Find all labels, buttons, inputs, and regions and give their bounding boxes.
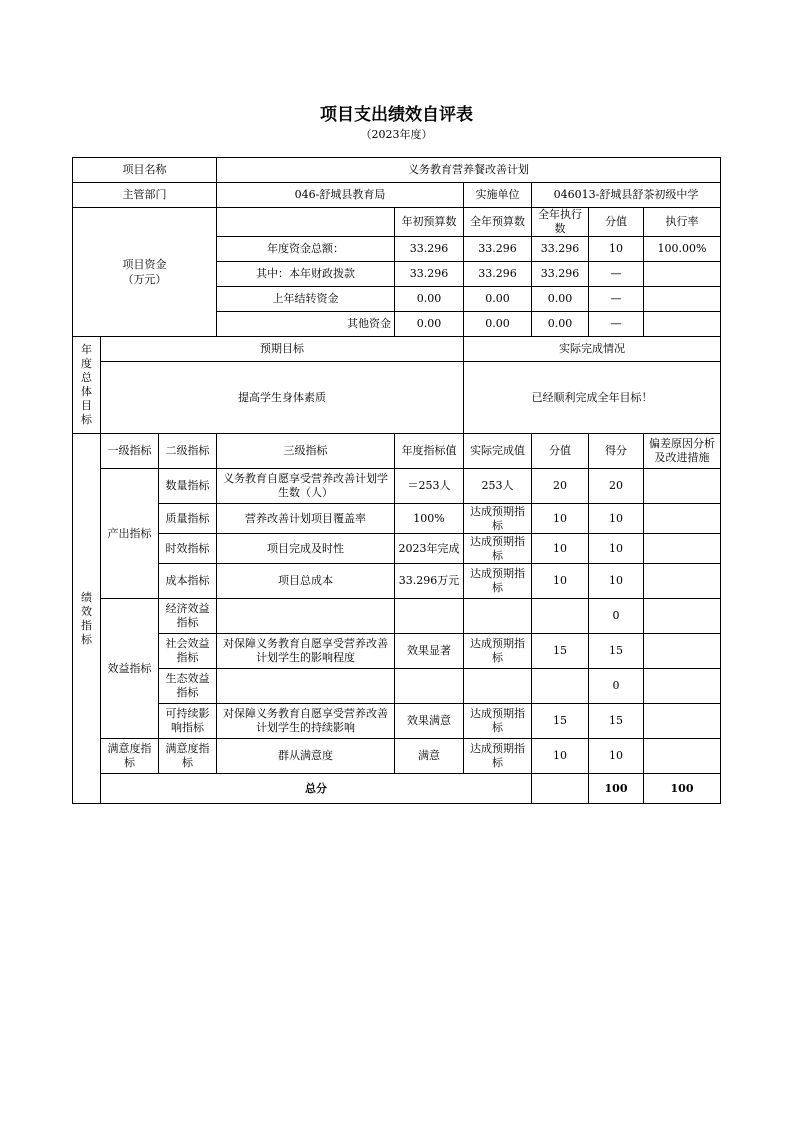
ind-score-max: 10 (532, 564, 589, 599)
fund-cell: 0.00 (395, 287, 464, 312)
ind-header: 得分 (589, 434, 644, 469)
ind-target: 满意 (395, 739, 464, 774)
perf-indicator-label-text: 绩 效 指 标 (81, 590, 92, 646)
ind-score: 10 (589, 564, 644, 599)
ind-l3: 群从满意度 (217, 739, 395, 774)
ind-score-max (532, 599, 589, 634)
fund-cell: 0.00 (532, 287, 589, 312)
impl-unit-label: 实施单位 (464, 183, 532, 208)
ind-score-max: 10 (532, 739, 589, 774)
fund-cell: 33.296 (532, 237, 589, 262)
ind-actual: 253人 (464, 469, 532, 504)
ind-header: 分值 (532, 434, 589, 469)
fund-row-label: 其中：本年财政拨款 (217, 262, 395, 287)
ind-note (644, 669, 721, 704)
ind-score: 10 (589, 504, 644, 534)
ind-l2: 满意度指标 (159, 739, 217, 774)
fund-cell (644, 262, 721, 287)
fund-cell: 33.296 (395, 237, 464, 262)
goal-header-row (73, 337, 721, 362)
ind-target: 效果满意 (395, 704, 464, 739)
indicator-row (73, 534, 721, 564)
fund-cell: 10 (589, 237, 644, 262)
ind-l3: 对保障义务教育自愿享受营养改善计划学生的影响程度 (217, 634, 395, 669)
ind-score: 10 (589, 739, 644, 774)
ind-actual: 达成预期指标 (464, 739, 532, 774)
ind-actual: 达成预期指标 (464, 504, 532, 534)
ind-actual: 达成预期指标 (464, 704, 532, 739)
ind-note (644, 564, 721, 599)
funds-header-row (73, 208, 721, 237)
impl-unit-value: 046013-舒城县舒茶初级中学 (532, 183, 721, 208)
funds-label (73, 208, 217, 337)
indicator-header-row (73, 434, 721, 469)
indicator-row (73, 704, 721, 739)
ind-note (644, 469, 721, 504)
ind-l2: 社会效益指标 (159, 634, 217, 669)
indicator-row (73, 634, 721, 669)
fund-cell: 0.00 (464, 287, 532, 312)
ind-target: 效果显著 (395, 634, 464, 669)
indicator-row (73, 564, 721, 599)
ind-header: 二级指标 (159, 434, 217, 469)
project-name-label: 项目名称 (73, 158, 217, 183)
expected-goal-label: 预期目标 (101, 337, 464, 362)
ind-note (644, 534, 721, 564)
fund-cell: 33.296 (532, 262, 589, 287)
fund-cell: — (589, 312, 644, 337)
fund-row-label: 其他资金 (217, 312, 395, 337)
ind-score-max: 15 (532, 634, 589, 669)
indicator-row (73, 469, 721, 504)
total-score-max: 100 (589, 774, 644, 804)
fund-cell: 33.296 (464, 262, 532, 287)
total-actual (532, 774, 589, 804)
perf-indicator-label (73, 434, 101, 804)
ind-target (395, 669, 464, 704)
project-name-row (73, 158, 721, 183)
ind-actual: 达成预期指标 (464, 564, 532, 599)
ind-l2: 数量指标 (159, 469, 217, 504)
ind-l3: 营养改善计划项目覆盖率 (217, 504, 395, 534)
fund-header: 年初预算数 (395, 208, 464, 237)
indicator-row (73, 669, 721, 704)
ind-score-max (532, 669, 589, 704)
ind-note (644, 504, 721, 534)
ind-score: 15 (589, 634, 644, 669)
ind-target: 100% (395, 504, 464, 534)
ind-actual (464, 599, 532, 634)
self-evaluation-table (72, 157, 721, 804)
project-name-value: 义务教育营养餐改善计划 (217, 158, 721, 183)
indicator-row (73, 599, 721, 634)
ind-l2: 生态效益指标 (159, 669, 217, 704)
annual-goal-label (73, 337, 101, 434)
ind-header: 偏差原因分析及改进措施 (644, 434, 721, 469)
ind-l2: 经济效益指标 (159, 599, 217, 634)
expected-goal-value: 提高学生身体素质 (101, 362, 464, 434)
department-label: 主管部门 (73, 183, 217, 208)
fund-cell: 100.00% (644, 237, 721, 262)
ind-l3 (217, 599, 395, 634)
ind-score-max: 10 (532, 534, 589, 564)
ind-l3: 项目总成本 (217, 564, 395, 599)
ind-score-max: 10 (532, 504, 589, 534)
fund-cell: 33.296 (464, 237, 532, 262)
group-satisfaction: 满意度指标 (101, 739, 159, 774)
ind-target: 33.296万元 (395, 564, 464, 599)
fund-row-label: 上年结转资金 (217, 287, 395, 312)
fund-cell: 0.00 (395, 312, 464, 337)
fund-header: 全年执行数 (532, 208, 589, 237)
goal-content-row (73, 362, 721, 434)
ind-actual: 达成预期指标 (464, 634, 532, 669)
page-subtitle: （2023年度） (360, 128, 433, 141)
ind-score: 10 (589, 534, 644, 564)
group-output: 产出指标 (101, 469, 159, 599)
total-label: 总分 (101, 774, 532, 804)
ind-target: ＝253人 (395, 469, 464, 504)
fund-cell: 33.296 (395, 262, 464, 287)
ind-actual: 达成预期指标 (464, 534, 532, 564)
ind-note (644, 634, 721, 669)
fund-cell (644, 287, 721, 312)
ind-header: 实际完成值 (464, 434, 532, 469)
ind-score-max: 20 (532, 469, 589, 504)
ind-note (644, 704, 721, 739)
ind-l3: 对保障义务教育自愿享受营养改善计划学生的持续影响 (217, 704, 395, 739)
ind-l3: 项目完成及时性 (217, 534, 395, 564)
fund-header: 全年预算数 (464, 208, 532, 237)
ind-l2: 质量指标 (159, 504, 217, 534)
group-effect: 效益指标 (101, 599, 159, 739)
ind-header: 一级指标 (101, 434, 159, 469)
actual-status-label: 实际完成情况 (464, 337, 721, 362)
indicator-row (73, 504, 721, 534)
funds-header-blank (217, 208, 395, 237)
ind-score: 0 (589, 669, 644, 704)
ind-score: 15 (589, 704, 644, 739)
ind-target (395, 599, 464, 634)
ind-header: 三级指标 (217, 434, 395, 469)
fund-row-label: 年度资金总额： (217, 237, 395, 262)
ind-score-max: 15 (532, 704, 589, 739)
ind-score: 20 (589, 469, 644, 504)
fund-cell: — (589, 287, 644, 312)
total-score: 100 (644, 774, 721, 804)
total-row (73, 774, 721, 804)
ind-note (644, 599, 721, 634)
ind-score: 0 (589, 599, 644, 634)
funds-label-text: 项目资金 （万元） (122, 258, 167, 286)
ind-note (644, 739, 721, 774)
ind-l2: 成本指标 (159, 564, 217, 599)
fund-cell: 0.00 (532, 312, 589, 337)
page-title: 项目支出绩效自评表 (320, 105, 473, 125)
fund-cell: — (589, 262, 644, 287)
ind-l2: 可持续影响指标 (159, 704, 217, 739)
ind-l3 (217, 669, 395, 704)
ind-target: 2023年完成 (395, 534, 464, 564)
fund-header: 分值 (589, 208, 644, 237)
ind-header: 年度指标值 (395, 434, 464, 469)
ind-l3: 义务教育自愿享受营养改善计划学生数（人） (217, 469, 395, 504)
department-row (73, 183, 721, 208)
annual-goal-label-text: 年 度 总 体 目 标 (81, 343, 92, 426)
fund-header: 执行率 (644, 208, 721, 237)
fund-cell: 0.00 (464, 312, 532, 337)
actual-status-value: 已经顺利完成全年目标！ (464, 362, 721, 434)
ind-l2: 时效指标 (159, 534, 217, 564)
indicator-row (73, 739, 721, 774)
department-value: 046-舒城县教育局 (217, 183, 464, 208)
ind-actual (464, 669, 532, 704)
fund-cell (644, 312, 721, 337)
